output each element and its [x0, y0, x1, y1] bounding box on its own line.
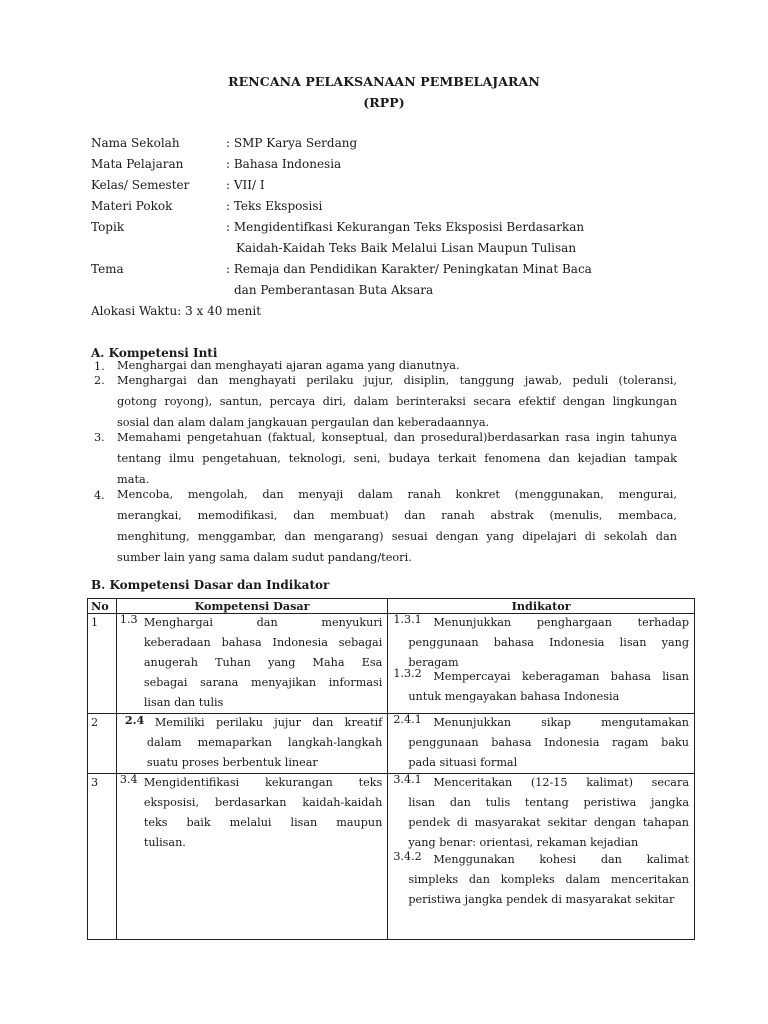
- indikator-code: 2.4.1: [393, 713, 422, 726]
- document-subtitle: (RPP): [363, 95, 405, 110]
- list-item-line: Mencoba, mengolah, dan menyaji dalam ranah konkret (menggunakan, mengurai,: [117, 488, 677, 501]
- row-number-text: 3: [91, 776, 99, 789]
- list-item: [117, 370, 677, 433]
- indikator-line: pendek di masyarakat sekitar dengan tahapan: [408, 816, 689, 829]
- column-header-no: No: [88, 599, 117, 614]
- identity-value: : Bahasa Indonesia: [226, 157, 342, 171]
- kd-line: eksposisi, berdasarkan kaidah-kaidah: [143, 796, 383, 809]
- list-item: [117, 484, 677, 568]
- row-number-text: 1: [91, 616, 99, 629]
- document-title: RENCANA PELAKSANAAN PEMBELAJARAN: [228, 74, 540, 89]
- kd-line: suatu proses berbentuk linear: [146, 756, 318, 769]
- kd-line: tulisan.: [143, 836, 186, 849]
- identity-value: : Teks Eksposisi: [226, 199, 323, 213]
- list-item-line: merangkai, memodifikasi, dan membuat) dan ranah abstrak (menulis, membaca,: [117, 509, 677, 522]
- table-row: [88, 714, 695, 774]
- list-item: [117, 427, 677, 490]
- list-number: 1.: [94, 360, 105, 373]
- identity-label: Kelas/ Semester: [91, 178, 190, 192]
- identity-label: Topik: [91, 220, 125, 234]
- kd-line: Mengidentifikasi kekurangan teks: [143, 776, 383, 789]
- indikator-cell: [388, 774, 695, 940]
- list-item-line: Memahami pengetahuan (faktual, konseptual, dan prosedural)berdasarkan rasa ingin tahunya: [117, 431, 677, 444]
- list-item-line: gotong royong), santun, percaya diri, dalam berinteraksi secara efektif dengan lingkungan: [117, 395, 677, 408]
- identity-value: : Mengidentifkasi Kekurangan Teks Eksposisi Berdasarkan: [226, 220, 585, 234]
- section-b-heading: B. Kompetensi Dasar dan Indikator: [91, 578, 330, 592]
- identity-value-continued: Kaidah-Kaidah Teks Baik Melalui Lisan Maupun Tulisan: [236, 241, 577, 255]
- table-header-row: [88, 599, 695, 614]
- kd-cell: [116, 714, 387, 774]
- kd-line: Menghargai dan menyukuri: [143, 616, 383, 629]
- kd-code: 3.4: [119, 773, 138, 786]
- kd-line: sebagai sarana menyajikan informasi: [143, 676, 383, 689]
- identity-label: Mata Pelajaran: [91, 157, 184, 171]
- list-item-line: tentang ilmu pengetahuan, teknologi, seni, budaya terkait fenomena dan kejadian tampak: [117, 452, 677, 465]
- list-item-line: menghitung, menggambar, dan mengarang) sesuai dengan yang dipelajari di sekolah dan: [117, 530, 677, 543]
- kd-cell: [116, 774, 387, 940]
- indikator-code: 1.3.1: [393, 613, 422, 626]
- identity-value: : SMP Karya Serdang: [226, 136, 358, 150]
- list-item-line: sosial dan alam dalam jangkauan pergaulan dan keberadaannya.: [117, 416, 490, 429]
- indikator-line: Menunjukkan sikap mengutamakan: [433, 716, 689, 729]
- row-number: [88, 614, 117, 714]
- indikator-line: Menggunakan kohesi dan kalimat: [433, 853, 689, 866]
- identity-label: Materi Pokok: [91, 199, 173, 213]
- identity-value: : Remaja dan Pendidikan Karakter/ Peningkatan Minat Baca: [226, 262, 592, 276]
- list-item-line: Menghargai dan menghayati ajaran agama yang dianutnya.: [117, 359, 460, 372]
- kd-line: dalam memaparkan langkah-langkah: [146, 736, 383, 749]
- indikator-line: pada situasi formal: [408, 756, 518, 769]
- kompetensi-table: [87, 598, 695, 940]
- table-row: [88, 614, 695, 714]
- row-number-text: 2: [91, 716, 99, 729]
- kd-line: Memiliki perilaku jujur dan kreatif: [154, 716, 383, 729]
- indikator-line: penggunaan bahasa Indonesia ragam baku: [408, 736, 689, 749]
- kd-line: anugerah Tuhan yang Maha Esa: [143, 656, 383, 669]
- indikator-code: 3.4.1: [393, 773, 422, 786]
- indikator-line: beragam: [408, 656, 459, 669]
- list-item-line: Menghargai dan menghayati perilaku jujur, disiplin, tanggung jawab, peduli (toleransi,: [117, 374, 677, 387]
- indikator-line: simpleks dan kompleks dalam menceritakan: [408, 873, 689, 886]
- indikator-line: peristiwa jangka pendek di masyarakat sekitar: [408, 893, 675, 906]
- indikator-line: untuk mengayakan bahasa Indonesia: [408, 690, 620, 703]
- identity-label: Tema: [91, 262, 124, 276]
- indikator-line: Menceritakan (12-15 kalimat) secara: [433, 776, 689, 789]
- kd-code: 2.4: [124, 713, 145, 727]
- kd-line: teks baik melalui lisan maupun: [143, 816, 383, 829]
- list-number: 2.: [94, 374, 105, 387]
- kd-code: 1.3: [119, 613, 138, 626]
- indikator-cell: [388, 614, 695, 714]
- indikator-line: Mempercayai keberagaman bahasa lisan: [433, 670, 689, 683]
- identity-label: Nama Sekolah: [91, 136, 180, 150]
- table-row: [88, 774, 695, 940]
- indikator-cell: [388, 714, 695, 774]
- indikator-line: lisan dan tulis tentang peristiwa jangka: [408, 796, 689, 809]
- column-header-kd: Kompetensi Dasar: [116, 599, 387, 614]
- list-item-line: sumber lain yang sama dalam sudut pandang/teori.: [117, 551, 412, 564]
- identity-value: : VII/ I: [226, 178, 265, 192]
- column-header-indikator: Indikator: [388, 599, 695, 614]
- indikator-line: Menunjukkan penghargaan terhadap: [433, 616, 689, 629]
- kd-line: lisan dan tulis: [143, 696, 224, 709]
- section-a-heading: A. Kompetensi Inti: [91, 346, 218, 360]
- list-number: 4.: [94, 489, 105, 502]
- indikator-code: 3.4.2: [393, 850, 422, 863]
- row-number: [88, 774, 117, 940]
- indikator-code: 1.3.2: [393, 667, 422, 680]
- row-number: [88, 714, 117, 774]
- kd-cell: [116, 614, 387, 714]
- list-item-line: mata.: [117, 473, 150, 486]
- identity-value-continued: dan Pemberantasan Buta Aksara: [234, 283, 434, 297]
- alokasi-waktu: Alokasi Waktu: 3 x 40 menit: [91, 304, 262, 318]
- indikator-line: penggunaan bahasa Indonesia lisan yang: [408, 636, 689, 649]
- indikator-line: yang benar: orientasi, rekaman kejadian: [408, 836, 639, 849]
- list-number: 3.: [94, 431, 105, 444]
- kd-line: keberadaan bahasa Indonesia sebagai: [143, 636, 383, 649]
